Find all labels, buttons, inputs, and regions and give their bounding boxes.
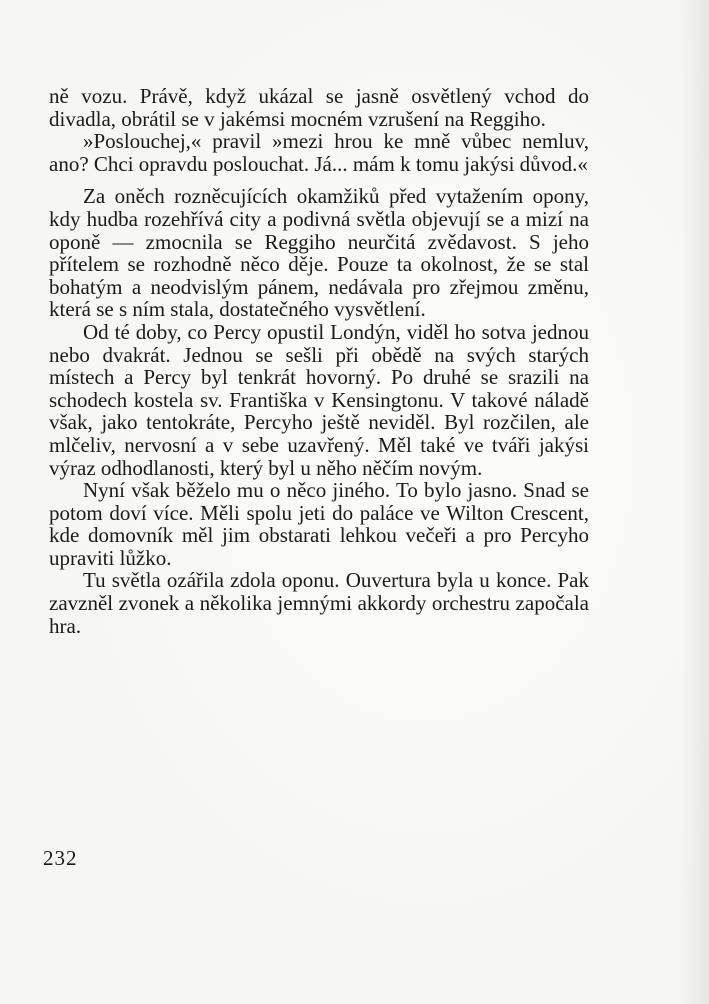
paragraph-2: »Poslouchej,« pravil »mezi hrou ke mně vůbec nemluv, ano? Chci opravdu poslouchat. Já... mám k tomu jakýsi důvod.« (49, 129, 589, 176)
paragraph-1: ně vozu. Právě, když ukázal se jasně osvětlený vchod do divadla, obrátil se v jakémsi mocném vzrušení na Reggiho. (49, 84, 589, 131)
paragraph-3: Za oněch rozněcujících okamžiků před vytažením opony, kdy hudba rozehřívá city a podivná světla objevují se a mizí na oponě — zmocnila se Reggiho neurčitá zvědavost. S jeho přítelem se rozhodně něco děje. Pouze ta okolnost, že se stal bohatým a neodvislým pánem, nedávala pro zřejmou změnu, která se s ním stala, dostatečného vysvětlení. (49, 184, 589, 322)
paragraph-4: Od té doby, co Percy opustil Londýn, viděl ho sotva jednou nebo dvakrát. Jednou se sešli při obědě na svých starých místech a Percy byl tenkrát hovorný. Po druhé se srazili na schodech kostela sv. Františka v Kensingtonu. V takové náladě však, jako tentokráte, Percyho ještě neviděl. Byl rozčilen, ale mlčeliv, nervosní a v sebe uzavřený. Měl také ve tváři jakýsi výraz odhodlanosti, který byl u něho něčím novým. (49, 319, 589, 480)
paragraph-6: Tu světla ozářila zdola oponu. Ouvertura byla u konce. Pak zavzněl zvonek a několika jemnými akkordy orchestru započala hra. (49, 568, 589, 638)
paragraph-5: Nyní však běželo mu o něco jiného. To bylo jasno. Snad se potom doví více. Měli spolu jeti do paláce ve Wilton Crescent, kde domovník měl jim obstarati lehkou večeři a pro Percyho upraviti lůžko. (49, 478, 589, 570)
page-number: 232 (43, 846, 78, 870)
page-edge-shadow (679, 0, 709, 1004)
body-text (49, 85, 589, 637)
